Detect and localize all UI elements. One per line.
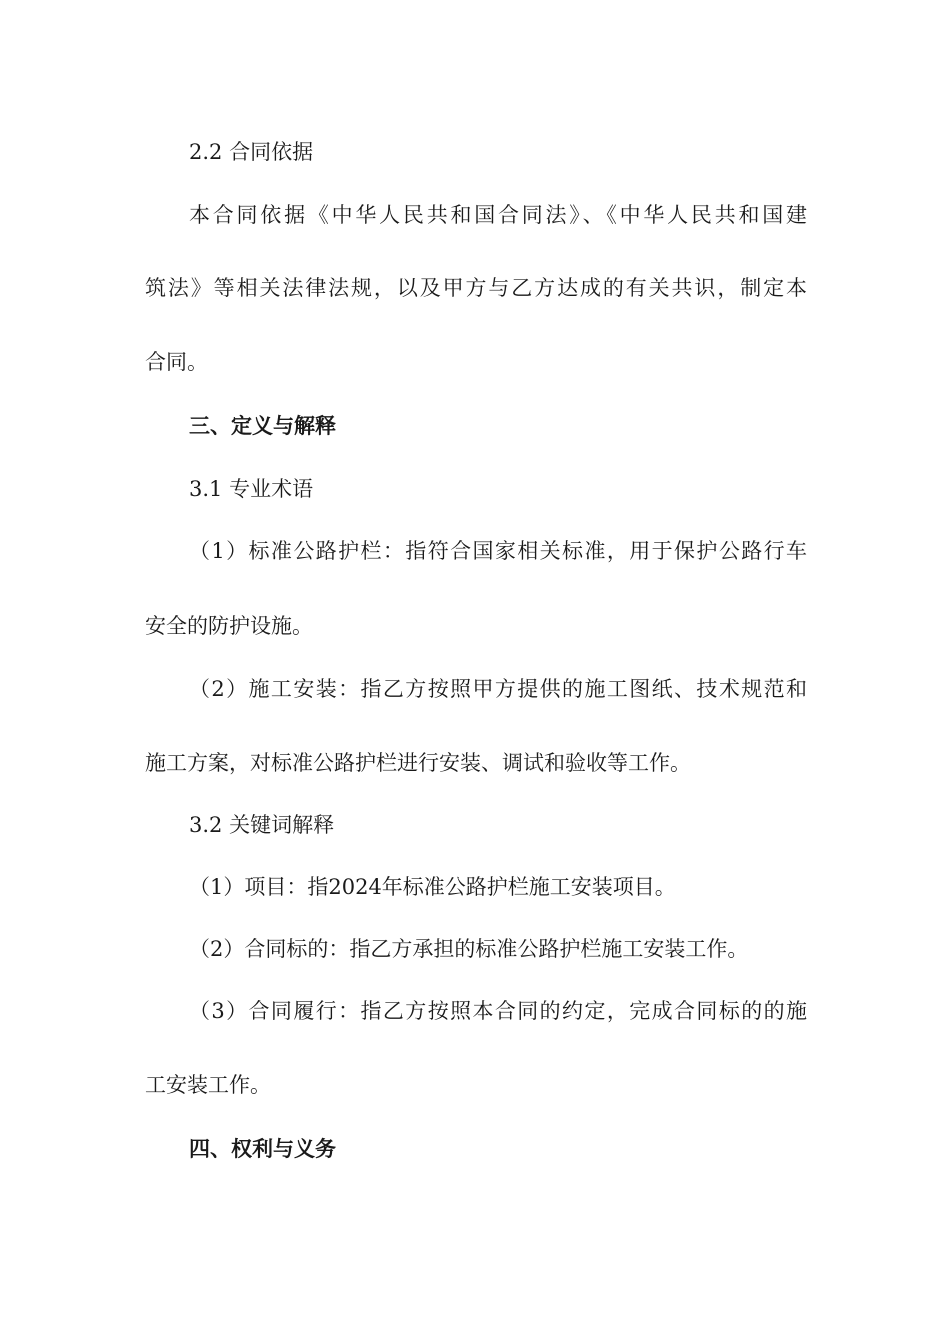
paragraph-line: 筑法》等相关法律法规，以及甲方与乙方达成的有关共识，制定本 — [145, 276, 807, 300]
section-heading-2-2: 2.2 合同依据 — [189, 140, 314, 164]
list-item-line: （2）合同标的：指乙方承担的标准公路护栏施工安装工作。 — [189, 937, 749, 961]
list-item-line: 安全的防护设施。 — [145, 614, 313, 638]
list-item-line: （1）标准公路护栏：指符合国家相关标准，用于保护公路行车 — [189, 539, 807, 563]
list-item-line: （1）项目：指2024年标准公路护栏施工安装项目。 — [189, 875, 676, 899]
chapter-heading-4: 四、权利与义务 — [189, 1137, 336, 1161]
paragraph-line: 本合同依据《中华人民共和国合同法》、《中华人民共和国建 — [189, 203, 807, 227]
chapter-heading-3: 三、定义与解释 — [189, 414, 336, 438]
list-item-line: 工安装工作。 — [145, 1073, 271, 1097]
paragraph-line: 合同。 — [145, 350, 208, 374]
section-heading-3-2: 3.2 关键词解释 — [189, 813, 335, 837]
list-item-line: （3）合同履行：指乙方按照本合同的约定，完成合同标的的施 — [189, 999, 807, 1023]
section-heading-3-1: 3.1 专业术语 — [189, 477, 314, 501]
list-item-line: 施工方案，对标准公路护栏进行安装、调试和验收等工作。 — [145, 751, 691, 775]
list-item-line: （2）施工安装：指乙方按照甲方提供的施工图纸、技术规范和 — [189, 677, 807, 701]
